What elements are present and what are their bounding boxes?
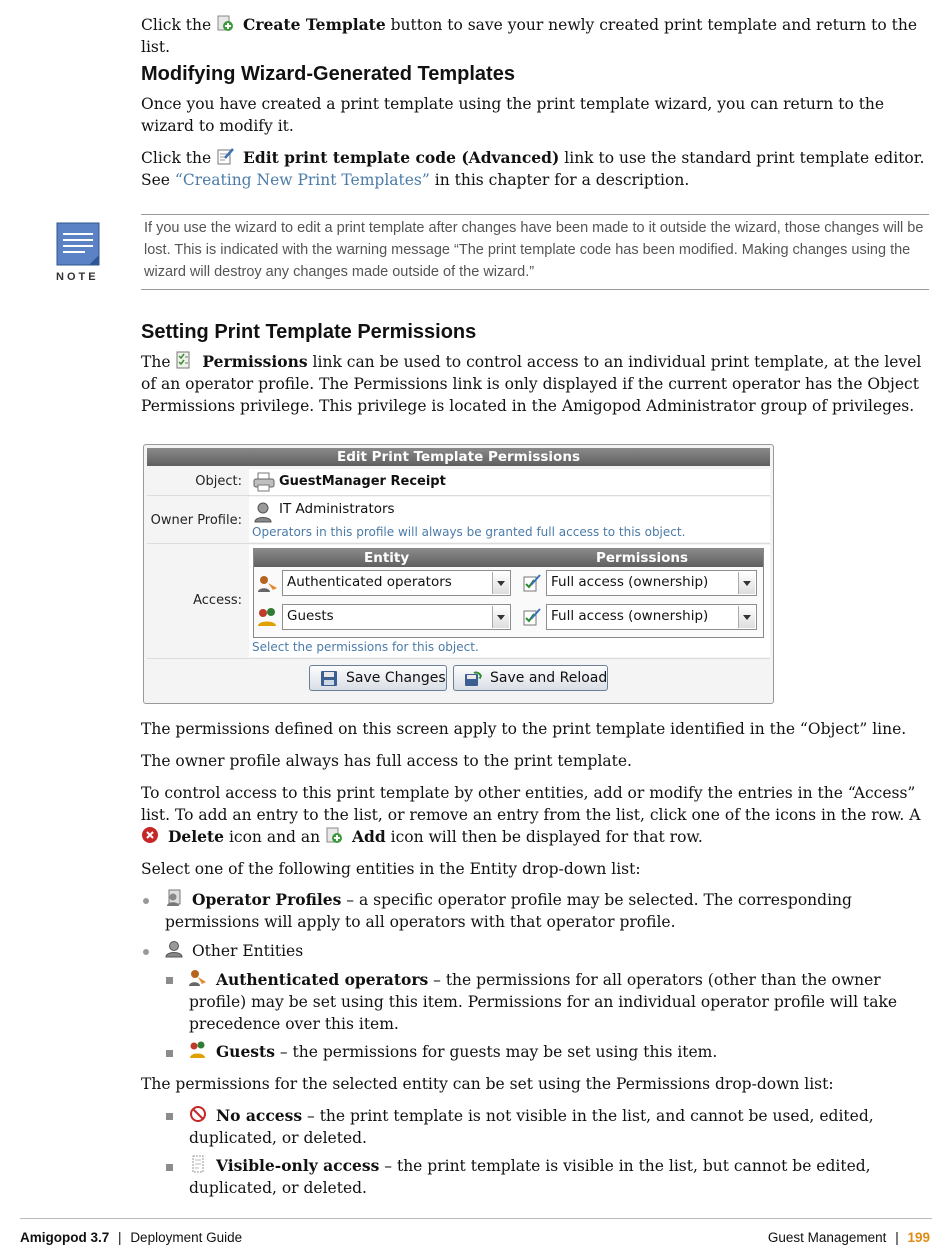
- creating-templates-link[interactable]: “Creating New Print Templates”: [174, 171, 430, 189]
- owner-profile-label: Owner Profile:: [150, 513, 242, 528]
- button-label: Save and Reload: [490, 670, 608, 686]
- object-cell: [249, 469, 770, 495]
- access-label: Access:: [193, 593, 242, 608]
- footer-separator: |: [118, 1230, 122, 1245]
- select-value: Full access (ownership): [551, 574, 709, 590]
- operator-profiles-icon: [165, 889, 183, 907]
- select-value: Full access (ownership): [551, 608, 709, 624]
- permission-select-row-2[interactable]: [546, 604, 757, 630]
- list-item-operator-profiles: Operator Profiles – a specific operator profile may be selected. The corresponding permissions will apply to all operators with that operator profile.: [165, 890, 852, 931]
- body-paragraph-1: The permissions defined on this screen apply to the print template identified in the “Object” line.: [141, 720, 907, 738]
- permissions-icon: [175, 351, 193, 369]
- perm-item-no-access: No access – the print template is not visible in the list, and cannot be used, edited, duplicated, or deleted.: [189, 1106, 874, 1147]
- owner-hint: Operators in this profile will always be granted full access to this object.: [252, 525, 686, 539]
- add-icon: [325, 826, 343, 844]
- footer-rule: [20, 1218, 932, 1219]
- save-and-reload-button[interactable]: [453, 665, 608, 691]
- sub-item-guests: Guests – the permissions for guests may be set using this item.: [189, 1041, 931, 1063]
- access-table-header: [254, 549, 763, 567]
- bullet: [143, 949, 149, 955]
- access-table: [253, 548, 764, 638]
- note-label: NOTE: [56, 271, 99, 283]
- visible-only-icon: [189, 1155, 207, 1173]
- entity-select-row-2[interactable]: [282, 604, 511, 630]
- page-number: 199: [907, 1230, 930, 1245]
- footer-product: Amigopod 3.7: [20, 1230, 110, 1245]
- other-entities-icon: [165, 940, 183, 958]
- select-value: Authenticated operators: [287, 574, 452, 590]
- note-bottom-rule: [141, 289, 929, 290]
- separator: [147, 543, 770, 544]
- edit-code-icon: [216, 147, 234, 165]
- note-top-rule: [141, 214, 929, 215]
- select-value: Guests: [287, 608, 334, 624]
- modifying-paragraph: Once you have created a print template using the print template wizard, you can return to the wizard to modify it.: [141, 95, 885, 135]
- save-reload-icon: [464, 670, 482, 687]
- square-bullet: [166, 1164, 173, 1171]
- square-bullet: [166, 977, 173, 984]
- entity-column-header: Entity: [364, 550, 410, 566]
- chevron-down-icon: [492, 572, 509, 594]
- chevron-down-icon: [738, 572, 755, 594]
- guests-icon[interactable]: [257, 607, 279, 627]
- owner-value: IT Administrators: [279, 501, 395, 517]
- chevron-down-icon: [738, 606, 755, 628]
- no-access-icon: [189, 1105, 207, 1123]
- save-icon: [320, 670, 338, 687]
- body-paragraph-3: To control access to this print template by other entities, add or modify the entries in the “Access” list. To add an entry to the list, or remove an entry from the list, click one of the icons in the row. A Delete icon and an Add icon will then be displayed for that row.: [141, 784, 921, 846]
- permissions-column-header: Permissions: [596, 550, 689, 566]
- square-bullet: [166, 1050, 173, 1057]
- section-heading-modifying: Modifying Wizard-Generated Templates: [141, 63, 515, 85]
- separator: [147, 495, 770, 496]
- delete-icon: [141, 826, 159, 844]
- object-value: GuestManager Receipt: [279, 474, 446, 489]
- guests-icon: [189, 1041, 207, 1059]
- edit-code-paragraph: Click the Edit print template code (Advanced) link to use the standard print template editor. See “Creating New Print Templates” in this chapter for a description.: [141, 148, 925, 189]
- section-heading-permissions: Setting Print Template Permissions: [141, 321, 477, 343]
- permission-select-row-1[interactable]: [546, 570, 757, 596]
- bullet: [143, 898, 149, 904]
- access-hint: Select the permissions for this object.: [252, 640, 479, 654]
- footer-separator: |: [895, 1230, 899, 1245]
- sub-item-authenticated-operators: Authenticated operators – the permissions for all operators (other than the owner profile) may be set using this item. Permissions for an individual operator profile will take precedence over this item.: [189, 970, 898, 1033]
- footer-right: [768, 1229, 930, 1247]
- footer-left: [20, 1229, 242, 1247]
- create-template-icon: [216, 14, 234, 32]
- save-changes-button[interactable]: [309, 665, 447, 691]
- owner-cell: [249, 497, 770, 542]
- authenticated-operators-icon: [189, 969, 207, 987]
- list-item-other-entities: Other Entities: [165, 940, 931, 962]
- footer-guide: Deployment Guide: [130, 1230, 243, 1245]
- note-text: If you use the wizard to edit a print template after changes have been made to it outside the wizard, those changes will be lost. This is indicated with the warning message “The print template code has been modified. Making changes using the wizard will destroy any changes made outside of the wizard.”: [144, 220, 924, 280]
- body-paragraph-2: The owner profile always has full access to the print template.: [141, 752, 632, 770]
- permissions-paragraph: The Permissions link can be used to control access to an individual print template, at the level of an operator profile. The Permissions link is only displayed if the current operator has the Object Permissions privilege. This privilege is located in the Amigopod Administrator group of privileges.: [141, 352, 922, 415]
- permission-icon-row-1[interactable]: [522, 573, 542, 593]
- entity-select-row-1[interactable]: [282, 570, 511, 596]
- printer-icon: [253, 472, 275, 492]
- body-paragraph-4: Select one of the following entities in the Entity drop-down list:: [141, 860, 641, 878]
- object-label: Object:: [195, 474, 242, 489]
- permission-icon-row-2[interactable]: [522, 607, 542, 627]
- separator: [147, 658, 770, 659]
- footer-chapter: Guest Management: [767, 1230, 887, 1245]
- button-label: Save Changes: [346, 670, 446, 686]
- operator-profile-icon: [253, 501, 273, 523]
- authenticated-operators-icon[interactable]: [257, 574, 279, 594]
- perm-item-visible-only: Visible-only access – the print template is visible in the list, but cannot be edited, duplicated, or deleted.: [189, 1156, 871, 1197]
- chevron-down-icon: [492, 606, 509, 628]
- edit-permissions-panel: [143, 444, 774, 704]
- square-bullet: [166, 1113, 173, 1120]
- intro-paragraph: Click the Create Template button to save your newly created print template and return to the list.: [141, 15, 918, 56]
- body-paragraph-5: The permissions for the selected entity can be set using the Permissions drop-down list:: [141, 1075, 834, 1093]
- panel-title: Edit Print Template Permissions: [147, 448, 770, 466]
